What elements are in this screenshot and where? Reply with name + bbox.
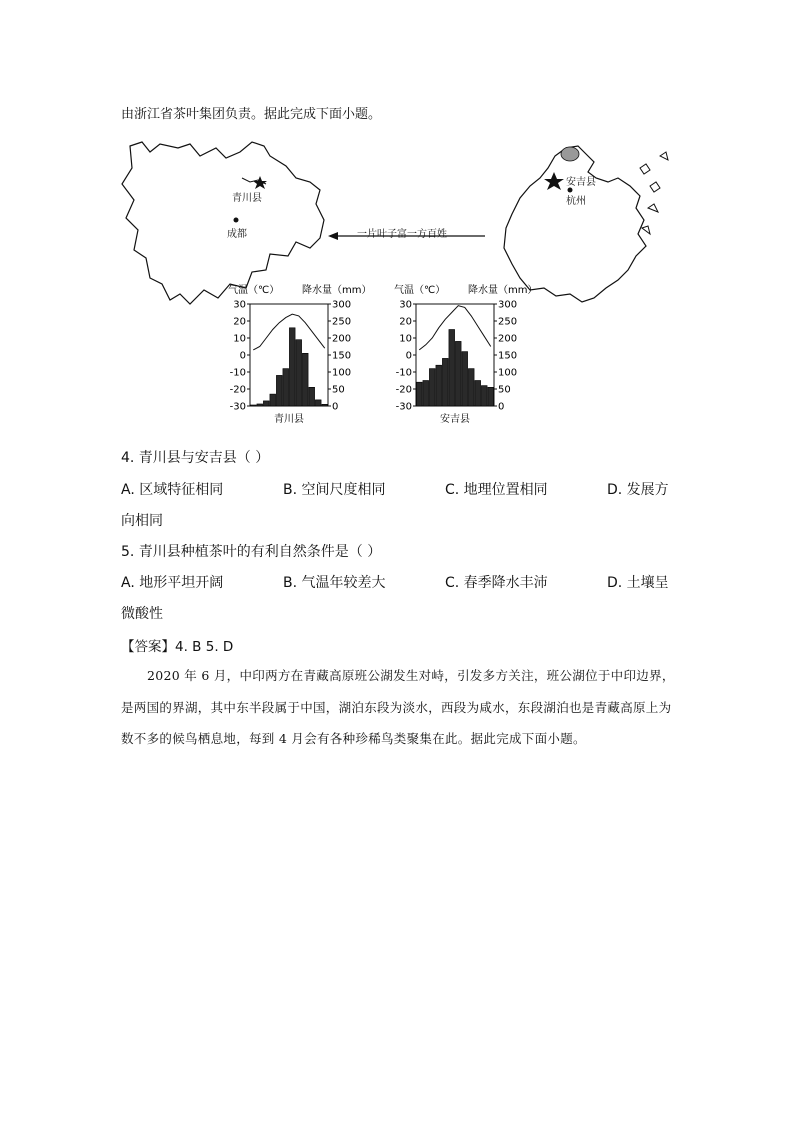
precip-bar <box>455 341 461 406</box>
q4-option-d-cont: 向相同 <box>121 513 163 529</box>
zhejiang-map-outline <box>504 146 646 302</box>
chart-title: 安吉县 <box>440 414 470 425</box>
label-anji: 安吉县 <box>566 177 596 188</box>
precip-bar <box>429 369 435 406</box>
precip-bar <box>423 381 429 407</box>
precip-bar <box>315 400 321 406</box>
precip-tick-label: 250 <box>332 316 352 328</box>
temp-axis-label: 气温（℃） <box>228 285 280 296</box>
precip-bar <box>257 404 263 406</box>
precip-bar <box>296 340 302 406</box>
passage-paragraph: 2020 年 6 月，中印两方在青藏高原班公湖发生对峙，引发多方关注，班公湖位于中印边界，是两国的界湖，其中东半段属于中国，湖泊东段为淡水，西段为咸水，东段湖泊也是青藏高原上为数不多的候鸟栖息地，每到 4 月会有各种珍稀鸟类聚集在此。据此完成下面小题。 <box>121 668 675 746</box>
q4-option-a[interactable]: A. 区域特征相同 <box>121 482 224 498</box>
precip-tick-label: 200 <box>498 333 518 345</box>
q5-stem: 5. 青川县种植茶叶的有利自然条件是（ ） <box>121 544 382 560</box>
precip-tick-label: 50 <box>498 384 511 396</box>
temp-tick-label: -10 <box>395 367 412 379</box>
intro-line: 由浙江省茶叶集团负责。据此完成下面小题。 <box>121 107 382 122</box>
precip-tick-label: 150 <box>332 350 352 362</box>
precip-tick-label: 200 <box>332 333 352 345</box>
climate-chart-qingchuan <box>228 282 372 427</box>
q4-option-d[interactable]: D. 发展方 <box>607 482 669 498</box>
precip-bar <box>276 375 282 406</box>
qingchuan-star-icon <box>253 176 267 189</box>
precip-tick-label: 300 <box>332 299 352 311</box>
arrow-head-icon <box>328 232 338 240</box>
precip-bar <box>283 369 289 406</box>
precip-bar <box>322 404 328 406</box>
label-hangzhou: 杭州 <box>566 196 586 207</box>
q5-option-d[interactable]: D. 土壤呈 <box>607 575 669 591</box>
precip-bar <box>436 365 442 406</box>
label-qingchuan: 青川县 <box>232 193 262 204</box>
precip-bar <box>263 401 269 406</box>
precip-bar <box>442 358 448 406</box>
temp-tick-label: -30 <box>229 401 246 413</box>
temp-tick-label: 0 <box>405 350 412 362</box>
temp-axis-label: 气温（℃） <box>394 285 446 296</box>
temp-tick-label: -10 <box>229 367 246 379</box>
precip-bar <box>270 394 276 406</box>
precip-bar <box>302 353 308 406</box>
temp-tick-label: 10 <box>233 333 246 345</box>
q5-option-c[interactable]: C. 春季降水丰沛 <box>445 575 548 591</box>
temp-tick-label: -20 <box>395 384 412 396</box>
taihu-lake <box>561 147 579 161</box>
precip-bar <box>481 386 487 406</box>
precip-bar <box>416 382 422 406</box>
precip-axis-label: 降水量（mm） <box>302 285 372 296</box>
precip-tick-label: 0 <box>498 401 505 413</box>
precip-bar <box>475 381 481 407</box>
precip-bar <box>488 387 494 406</box>
precip-tick-label: 150 <box>498 350 518 362</box>
temp-tick-label: 20 <box>399 316 412 328</box>
arrow-label: 一片叶子富一方百姓 <box>357 229 447 240</box>
precip-bar <box>250 405 256 406</box>
q5-option-b[interactable]: B. 气温年较差大 <box>283 575 386 591</box>
anji-star-icon <box>544 172 564 190</box>
temp-tick-label: 20 <box>233 316 246 328</box>
temp-tick-label: -30 <box>395 401 412 413</box>
sichuan-map-outline <box>122 142 324 304</box>
precip-bar <box>468 369 474 406</box>
precip-bar <box>449 330 455 407</box>
temp-tick-label: 0 <box>239 350 246 362</box>
temperature-line <box>419 306 491 350</box>
temp-tick-label: -20 <box>229 384 246 396</box>
q4-stem: 4. 青川县与安吉县（ ） <box>121 450 270 466</box>
precip-axis-label: 降水量（mm） <box>468 285 538 296</box>
label-chengdu: 成都 <box>227 229 247 240</box>
precip-tick-label: 0 <box>332 401 339 413</box>
temp-tick-label: 30 <box>233 299 246 311</box>
precip-bar <box>309 387 315 406</box>
q5-option-a[interactable]: A. 地形平坦开阔 <box>121 575 224 591</box>
precip-tick-label: 50 <box>332 384 345 396</box>
precip-bar <box>289 328 295 406</box>
answer-line: 【答案】4. B 5. D <box>121 639 234 655</box>
q4-option-b[interactable]: B. 空间尺度相同 <box>283 482 386 498</box>
precip-tick-label: 250 <box>498 316 518 328</box>
chart-title: 青川县 <box>274 414 304 425</box>
precip-tick-label: 100 <box>498 367 518 379</box>
precip-bar <box>462 352 468 406</box>
temp-tick-label: 30 <box>399 299 412 311</box>
chengdu-dot-icon <box>234 218 239 223</box>
q4-option-c[interactable]: C. 地理位置相同 <box>445 482 548 498</box>
precip-tick-label: 100 <box>332 367 352 379</box>
q5-option-d-cont: 微酸性 <box>121 606 163 622</box>
plot-frame <box>250 304 328 406</box>
temp-tick-label: 10 <box>399 333 412 345</box>
climate-chart-anji <box>394 282 538 427</box>
temperature-line <box>253 314 325 350</box>
precip-tick-label: 300 <box>498 299 518 311</box>
